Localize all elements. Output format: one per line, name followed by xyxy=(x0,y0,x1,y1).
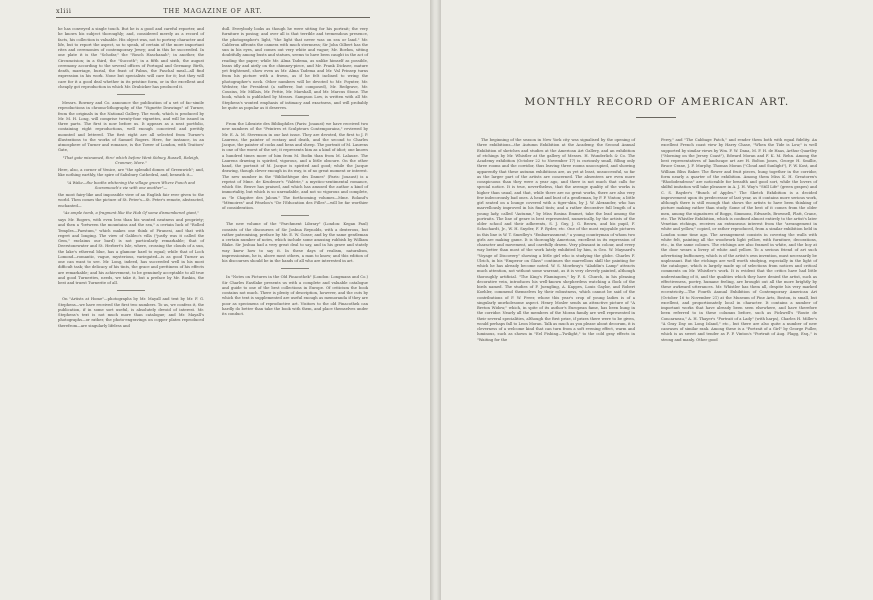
section-divider xyxy=(117,290,145,291)
left-page xyxy=(0,0,430,600)
section-divider xyxy=(117,94,145,95)
title-rule xyxy=(636,117,676,118)
verse-quote: "That gate misnamed, thro' which before Went Sidney, Russell, Raleigh, Cranmer, More." xyxy=(62,155,200,165)
left-column-1 xyxy=(58,27,204,329)
right-column-2 xyxy=(661,138,817,343)
paragraph: Messrs. Rowney and Co. announce the publication of a set of fac-simile reproductions in chromo-lithography of the "Vignette Drawings" of Turner, from the originals in the National Gallery. The work, which is produced by Mr. M. H. Long, will comprise twenty-four vignettes, and will be issued in three parts. The first is now before us. It appears as a neat portfolio, containing eight reproductions, well enough conceived and prettily mounted and lettered. The first eight are all selected from Turner's illustrations to the works of Samuel Rogers. Here, for instance, in an atmosphere of Turner and romance, is the Tower of London, with Traitors' Gate, xyxy=(58,101,204,153)
running-head-title: THE MAGAZINE OF ART. xyxy=(163,7,263,15)
paragraph: The new volume of the "Parchment Library" (London: Kegan Paul) consists of the discourses of Sir Joshua Reynolds, with a dexterous, but rather patronising, preface by Mr. E. W. Gosse; and by the same gentleman a certain number of notes, which include some amusing rubbish by William Blake. Sir Joshua had a very great deal to say, and in his grave and stately way knew how to say it. In these days of realism, naturalism, impressionism, he is, above most others, a man to know; and this edition of his discourses should be in the hands of all who are interested in art. xyxy=(222,222,368,263)
paragraph: Ferry," and "The Cabbage Patch," and render them both with equal fidelity. An excellent French coast view by Harry Chase, "When the Tide is Low," is well supported by similar views by Wm. F. W. Dana, M. F. H. de Haas, Arthur Quartley ("Morning on the Jersey Coast"), Edward Moran and F. K. M. Rehn. Among the best representatives of landscape art are H. Bolton Jones, George H. Smillie, Bruce Crane, J. F. Murphy, Thomas Moran ("Cloud and Sunlight"), F. W. Kost, and William Bliss Baker. The flower and fruit pieces, hung together in the corridor, form nearly a quarter of the exhibition. Among them Miss K. H. Greatorex's "Rhododendrons" are noticeable for breadth and good sort, while the lovers of skilful imitation will take pleasure in A. J. H. Way's "Still Life" (green grapes) and C. S. Rayder's "Bunch of Apples." The Sketch Exhibition is a decided improvement upon its predecessor of last year, as it contains more serious work, although there is still enough that shows the artists to have been thinking of picture making rather than study. Some of the best of it comes from the older men, among the signatures of Boggs, Simmons, Edwards, Brownell, Platt, Crane, etc. The Whistler Exhibition, which is confined almost entirely to the artist's later Venetian etchings, receives an extraneous interest from the "arrangement in white and yellow," copied, or rather reproduced, from a similar exhibition held in London some time ago. The arrangement consists in covering the walls with white felt, painting all the woodwork light yellow, with furniture, decorations, etc., in the same colours. The etchings are also framed in white, and the boy at the door wears a livery of white and yellow. To a serious friend of art such advertising buffoonery, which is of the artist's own invention, must necessarily be unpleasant. But the etchings are well worth studying, especially in the light of the catalogue, which is largely made up of selections from notices and critical comments on Mr. Whistler's work. It is evident that the critics have had little understanding of it, and the qualities which they have denied the artist, such as effectiveness, poetry, humane feeling, are brought out all the more brightly by these awkward utterances. Mr. Whistler has them all, despite his very marked eccentricity.—The Fourth Annual Exhibition of Contemporary American Art (October 16 to November 21) at the Museum of Fine Arts, Boston, is small, but excellent, and proportionately local in character. It contains a number of important works that have already been seen elsewhere, and have therefore been referred to in these columns before, such as Pickwell's "Route de Concarneau," A. H. Thayer's "Portrait of a Lady" (with harps), Charles H. Miller's "A Gray Day on Long Island," etc., but there are also quite a number of new canvases of similar rank. Among these is a "Portrait of a Girl" by George Fuller, which is as sweet and tender as F. P. Vinton's "Portrait of Aug. Flagg, Esq.," is strong and manly. Other good xyxy=(661,138,817,342)
right-column-1 xyxy=(477,138,635,343)
book-gutter xyxy=(430,0,441,600)
verse-quote: "A Wake—the booths whitening the village green Where Punch and Scaramouch's vie with one another"— xyxy=(66,180,196,190)
paragraph: the most fairy-like and impossible view of an English fair ever given to the world. Then comes the picture of St. Peter's—St. Peter's remote, abstracted, enchanted— xyxy=(58,193,204,208)
section-divider xyxy=(281,268,309,269)
paragraph: The beginning of the season in New York city was signalised by the opening of three exhibitions—the Autumn Exhibition at the Academy, the Second Annual Exhibition of sketches and studies at the American Art Gallery, and an exhibition of etchings by Mr. Whistler at the gallery of Messrs. H. Wunderlich & Co. The Academy exhibition (October 22 to November 17) is curiously small, filling only three rooms and the corridor, thus leaving three rooms unoccupied, and showing apparently that these autumn exhibitions are, as yet at least, unsuccessful, so far as the larger part of the artists are concerned. The absentees are even more conspicuous than they were a year ago, and there is not much that calls for special notice. It is true, nevertheless, that the average quality of the works is higher than usual, and that, while there are no great works, there are also very few indecorously bad ones. A head and bust of a gentleman, by F. P. Vinton; a little girl seated on a lounge covered with a tiger-skin, by J. W. Alexander, who has marvellously improved in his final tints; and a rather decorative full length of a young lady, called "Autumn," by Miss Rosina Emmet, take the lead among the portraits. The line of genre is best represented, numerically, by the artists of the older school and their adherents, S. J. Guy, J. G. Brown, and his pupil, F. Schuchardt, Jr., W. H. Snyder, F. P. Ryder, etc. One of the most enjoyable pictures in this line is W. T. Smedley's "Embarrassment," a young countryman of whom two girls are making game. It is thoroughly American, excellent in its expression of character and movement, and carefully drawn. Very pleasant in colour, and every way better than most of the work lately exhibited by him, is Geo. W. Maynard's "Voyage of Discovery" showing a little girl who is studying the globe. Charles F. Ulrich, in his "Emperor on Glass" continues the marvellous skill the painting for which he has already become noted. W. S. Mowbray's "Aladdin's Lamp" attracts much attention, not without some warrant, as it is very cleverly painted, although thoroughly artificial. "The King's Flamingoes," by F. S. Church, in his pleasing decorative vein, introduces his well-known shepherdess watching a flock of the birds named. The studies of F. Juengling, A. Kappes, Louis Gaylor, and Robert Koehler, commend themselves by their robustness, which cannot be said of the contributions of F. W. Freer, whose this year's crop of young ladies is of a singularly unwholesome aspect. Henry Mosler sends an attractive picture of "A Breton Widow," which, in spite of its author's European fame, has been hung in the corridor. Nearly all the members of the Moran family are well represented in their several specialities, although the first prize, if prizes there were to be given, would perhaps fall to Leon Moran. Talk as much as you please about decorum, it is cleverness of a welcome kind that can turn from a soft evening effect, warm and luminous, such as shown in "Eel Fishing—Twilight," to the cold gray effects in "Waiting for the xyxy=(477,138,635,342)
section-divider xyxy=(281,115,309,116)
header-rule xyxy=(56,17,370,18)
paragraph: On "Artists at Home"—photographs by Mr. Mayall and text by Mr. F. G. Stephens—we have received the first two numbers. To us, we confess it, the publication, if in some sort useful, is absolutely devoid of interest. Mr. Stephens's text is not much more than catalogue; and Mr. Mayall's photographs—or rather, the photo-engravings on copper plates reproduced therefrom—are singularly lifeless and xyxy=(58,297,204,328)
paragraph: dull. Everybody looks as though he were sitting for his portrait; the very furniture is posing; and over all is that terrible and tremendous presence, the photographer's light, "the light that never was on sea or land." Mr. Calderon affronts the camera with much sternness; Sir John Gilbert has the sun in his eyes, and comes out very white and vague; Mr. Boehm, sitting doubtfully among busts and statues, seems to have been caught in the act of reading the paper; while Mr. Alma Tadema, as unlike himself as possible, leans idly and airily on the chimney-piece, and Mr. Frank Dicksee, mature yet frightened, show even as Mr. Alma Tadema and Mr. Val Prinsep turns from his picture with a frown, as if he felt inclined to wring the photographer's neck. Other numbers will be devoted to Mr. Poynter, Mr. Webster, the President (a sufferer, but composed), Mr. Redgrave, Mr. Cousins, Mr. Millais, Mr. Pettie, Mr. Marshall, and Mr. Marcus Stone. The book, which is published by Messrs. Sampson Low, is written with all Mr. Stephens's wonted emphasis of intimacy and exactness, and will probably be quite as popular as it deserves. xyxy=(222,27,368,110)
left-column-2 xyxy=(222,27,368,317)
article-title: MONTHLY RECORD OF AMERICAN ART. xyxy=(524,96,790,108)
section-divider xyxy=(281,215,309,216)
paragraph: says Mr. Rogers, with even less than his wonted neatness and propriety; and then a "between the mountains and the sea," a certain luck of "Rolled Temples—Paestum," which makes one think of Piranesi, and that with regret and longing. The view of Galileo's villa ("justly was it called the Gem," exclaims our bard) is not particularly remarkable; that of Deerstonewater and St. Herbert's Isle, where, crossing the clouds of a sun, the lake's ethereal blue, has a glamour hard to equal; while that of Loch Lomond—romantic, vague, mysterious, variegated—is as good Turner as one can want to see. Mr. Long, indeed, has succeeded well in his most difficult task; the delicacy of his tints, the grace and prettiness of his effects are remarkable; and his achievement, to be genuinely acceptable to all true and good Turnerites, needs, we take it, but a preface by Mr. Ruskin, the best and truest Turnerite of all. xyxy=(58,218,204,285)
verse-quote: "As ample tomb, a fragment like the Hub Of some dismembered giant," xyxy=(63,210,199,215)
paragraph: From the Librairie des Bibliophiles (Paris: Jouaust) we have received two new numbers of the "Peintres et Sculpteurs Contemporains," reviewed by Mr. E. A. M. Stevenson in our last issue. They are devoted, the first to J. P. Laurens, the painter of ecstasy and death, and the second to Charles Jacque, the painter of cocks and hens and sheep. The portrait of M. Laurens is one of the worst of the set; it represents him as a kind of idiot; one knows a hundred times more of him from M. Bodin than from M. Lalauze. The Laurens drawing is spirited, vigorous, and a little obscure. On the other hand, the portrait of M. Jacque is spirited and good; while the Jacque drawing, though clever enough in its way, is of no great moment or interest. The new number in the "Bibliothèque des Dames" (Paris: Jouaust) is a reprint of Mme. de Krudener's "Valérie," a mystico-sentimental romance, which Ste. Beuve has praised, and which has amused the author a kind of immortality, but which is so unreadable, and not so vigorous and complete, as "le Chapitre des Jaloux." The forthcoming volumes—Mme. Roland's "Mémoires" and Fénelon's "De l'Education des Filles"—will be far worthier of consideration. xyxy=(222,122,368,210)
paragraph: In "Notes on Pictures in the Old Pinacothek" (London: Longmans and Co.) Sir Charles Eastlake presents us with a complete and valuable catalogue and guide to one of the best collections in Europe. Of criticism the book contains not much. There is plenty of description, however, and the cuts by which the text is supplemented are useful enough as memoranda if they are poor as specimens of reproductive art. Visitors to the old Pinacothek can hardly do better than take the book with them, and place themselves under its conduct. xyxy=(222,275,368,316)
page-number: xliii xyxy=(56,7,72,15)
right-page xyxy=(441,0,873,600)
paragraph: Here, also, a corner of Venice, are "the splendid domes of Greenwich"; and, like nothing earthly, the spire of Salisbury Cathedral, and, beneath it— xyxy=(58,168,204,178)
paragraph: he has conveyed a single touch. But he is a good and careful reporter, and he knows his subject thoroughly; and, considered merely as a record of facts, his collection is valuable. His object was, not to portray character and life, but to report the aspect, so to speak, of certain of the more important rites and ceremonies of contemporary Jewry; and in this he succeeded. In one plate it is the "Schofar," the "Rosch Haschanah"; in another, the Circumcision; in a third, the "Succoth"; in a fifth and sixth, the august ceremony according to the several offices of Portugal and Germany. Birth, death, marriage, burial, the feast of Palms, the Paschal meal—all find expression in his work. None but specialists will care for it; but they will care for it a good deal whether in its pristine form, or in the excellent and cheaply got reproduction in which Mr. Drabicker has produced it. xyxy=(58,27,204,89)
